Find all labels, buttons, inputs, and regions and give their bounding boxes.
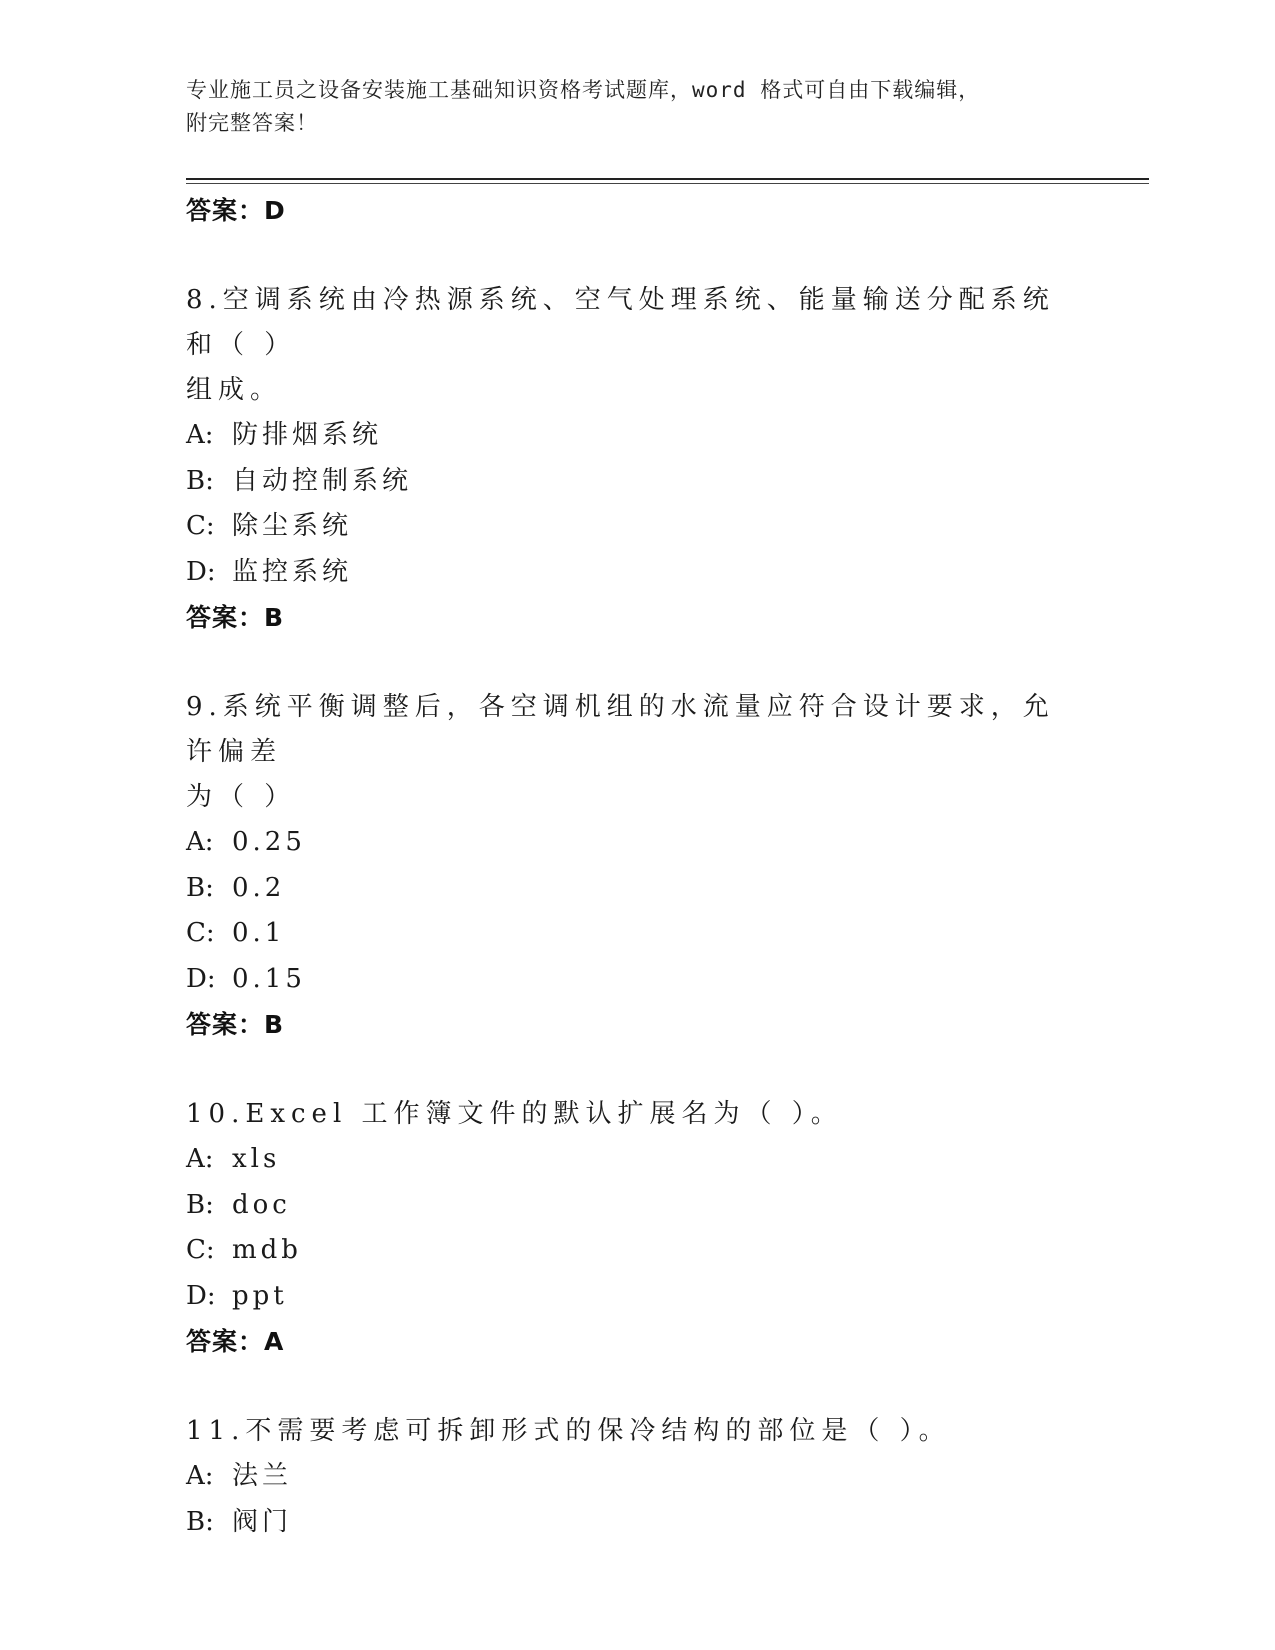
header-divider-thin	[186, 183, 1149, 184]
option-c	[186, 911, 1086, 957]
option-text: 阀门	[232, 1506, 293, 1537]
option-text: 0.2	[232, 872, 286, 903]
header-line-1: 专业施工员之设备安装施工基础知识资格考试题库，word 格式可自由下载编辑，	[186, 78, 981, 102]
question-stem-continued: 组成。	[186, 375, 283, 405]
option-text: 法兰	[232, 1461, 293, 1491]
option-a	[186, 820, 1086, 866]
answer: 答案：A	[186, 1327, 285, 1356]
option-key: A:	[186, 420, 214, 450]
option-a	[186, 413, 1086, 459]
answer-previous-question: 答案：D	[186, 196, 286, 225]
option-key: D:	[186, 963, 216, 994]
question-stem: 10.Excel 工作簿文件的默认扩展名为（ ）。	[186, 1099, 843, 1129]
question-list	[186, 188, 1086, 1545]
option-key: D:	[186, 1280, 216, 1311]
header-line-2: 附完整答案！	[186, 111, 318, 135]
option-text: 0.25	[232, 827, 306, 857]
option-a	[186, 1454, 1086, 1500]
header-divider-thick	[186, 178, 1149, 180]
option-text: 自动控制系统	[232, 465, 413, 496]
question-stem: 11.不需要考虑可拆卸形式的保冷结构的部位是（ ）。	[186, 1416, 951, 1446]
question-10	[186, 1092, 1086, 1364]
option-a	[186, 1137, 1086, 1183]
option-key: A:	[186, 1461, 214, 1491]
option-key: B:	[186, 1506, 214, 1537]
option-text: 除尘系统	[232, 511, 353, 541]
option-key: A:	[186, 827, 214, 857]
option-key: C:	[186, 1235, 215, 1265]
option-c	[186, 1228, 1086, 1274]
document-header	[186, 74, 1066, 140]
option-key: D:	[186, 556, 216, 587]
option-key: B:	[186, 872, 214, 903]
option-text: ppt	[232, 1280, 288, 1311]
option-text: xls	[232, 1144, 281, 1174]
option-d	[186, 550, 1086, 596]
option-text: 0.15	[232, 963, 306, 994]
option-text: 监控系统	[232, 556, 353, 587]
question-stem-continued: 为（ ）	[186, 782, 297, 812]
option-text: 0.1	[232, 918, 286, 948]
option-text: mdb	[232, 1235, 302, 1265]
option-d	[186, 1274, 1086, 1320]
question-stem: 9.系统平衡调整后，各空调机组的水流量应符合设计要求，允许偏差	[186, 692, 1055, 767]
option-d	[186, 957, 1086, 1003]
answer: 答案：B	[186, 603, 285, 632]
option-key: B:	[186, 465, 214, 496]
question-8	[186, 278, 1086, 640]
question-stem: 8.空调系统由冷热源系统、空气处理系统、能量输送分配系统和（ ）	[186, 285, 1055, 360]
option-c	[186, 504, 1086, 550]
option-key: A:	[186, 1144, 214, 1174]
answer: 答案：B	[186, 1010, 285, 1039]
option-b	[186, 1183, 1086, 1229]
option-b	[186, 1500, 1086, 1546]
option-key: B:	[186, 1189, 214, 1220]
option-text: doc	[232, 1189, 291, 1220]
option-text: 防排烟系统	[232, 420, 383, 450]
option-b	[186, 866, 1086, 912]
option-key: C:	[186, 918, 215, 948]
option-key: C:	[186, 511, 215, 541]
question-9	[186, 685, 1086, 1047]
question-11	[186, 1409, 1086, 1545]
option-b	[186, 459, 1086, 505]
